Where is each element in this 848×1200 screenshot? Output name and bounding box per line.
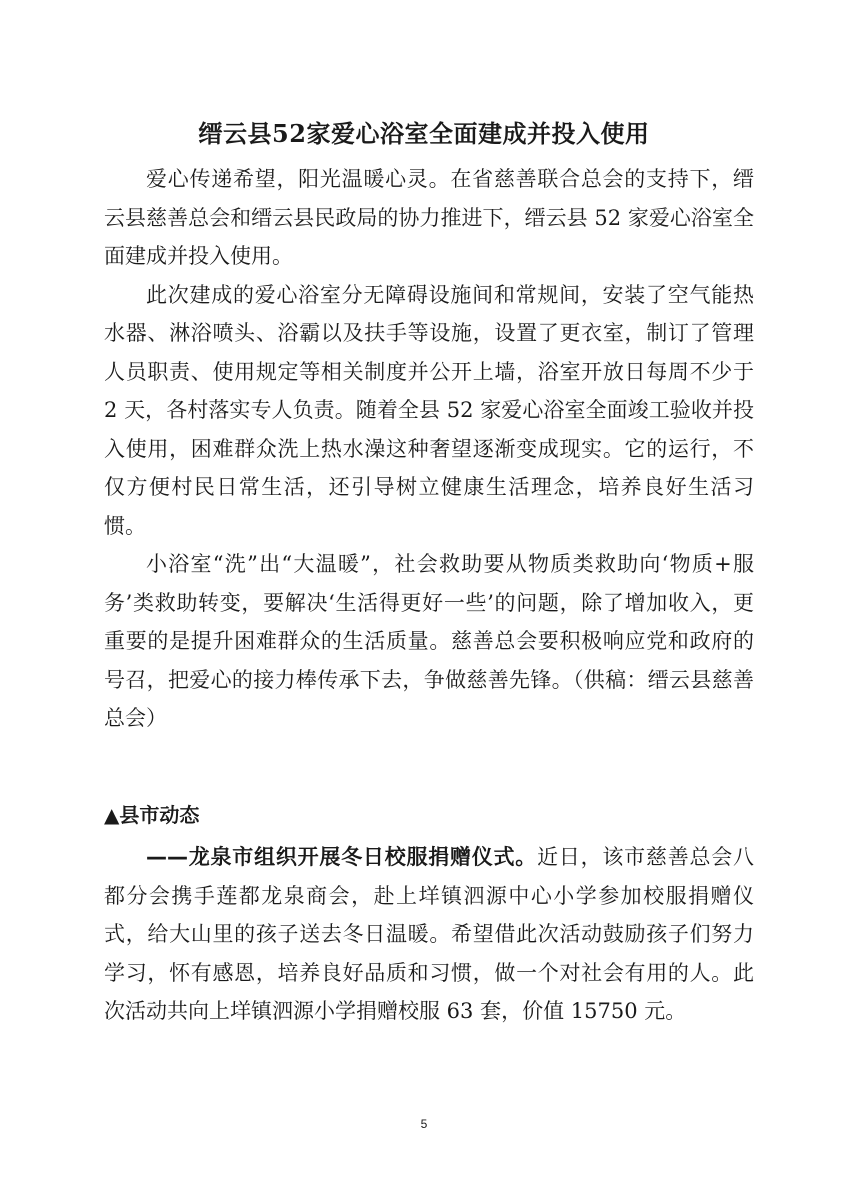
section-heading: ▲县市动态	[104, 803, 200, 827]
news-item-paragraph	[104, 838, 754, 1031]
news-item	[104, 838, 754, 1031]
article-title: 缙云县52家爱心浴室全面建成并投入使用	[198, 119, 650, 148]
page-number: 5	[420, 1117, 428, 1131]
news-item-lead: ——龙泉市组织开展冬日校服捐赠仪式。	[146, 845, 538, 869]
article-paragraph-1: 爱心传递希望，阳光温暖心灵。在省慈善联合总会的支持下，缙云县慈善总会和缙云县民政局的协力推进下，缙云县 52 家爱心浴室全面建成并投入使用。	[104, 167, 754, 268]
article-paragraph-3: 小浴室“洗”出“大温暖”，社会救助要从物质类救助向‘物质+服务’类救助转变，要解决‘生活得更好一些’的问题，除了增加收入，更重要的是提升困难群众的生活质量。慈善总会要积极响应党和政府的号召，把爱心的接力棒传承下去，争做慈善先锋。（供稿：缙云县慈善总会）	[104, 552, 754, 730]
article-body	[104, 160, 754, 738]
article-paragraph-2: 此次建成的爱心浴室分无障碍设施间和常规间，安装了空气能热水器、淋浴喷头、浴霸以及扶手等设施，设置了更衣室，制订了管理人员职责、使用规定等相关制度并公开上墙，浴室开放日每周不少于 2 天，各村落实专人负责。随着全县 52 家爱心浴室全面竣工验收并投入使用，困难群众洗上热水澡这种奢望逐渐变成现实。它的运行，不仅方便村民日常生活，还引导树立健康生活理念，培养良好生活习惯。	[104, 282, 754, 538]
news-item-text: 近日，该市慈善总会八都分会携手莲都龙泉商会，赴上垟镇泗源中心小学参加校服捐赠仪式，给大山里的孩子送去冬日温暖。希望借此次活动鼓励孩子们努力学习，怀有感恩，培养良好品质和习惯，做一个对社会有用的人。此次活动共向上垟镇泗源小学捐赠校服 63 套，价值 15750 元。	[104, 845, 755, 1023]
